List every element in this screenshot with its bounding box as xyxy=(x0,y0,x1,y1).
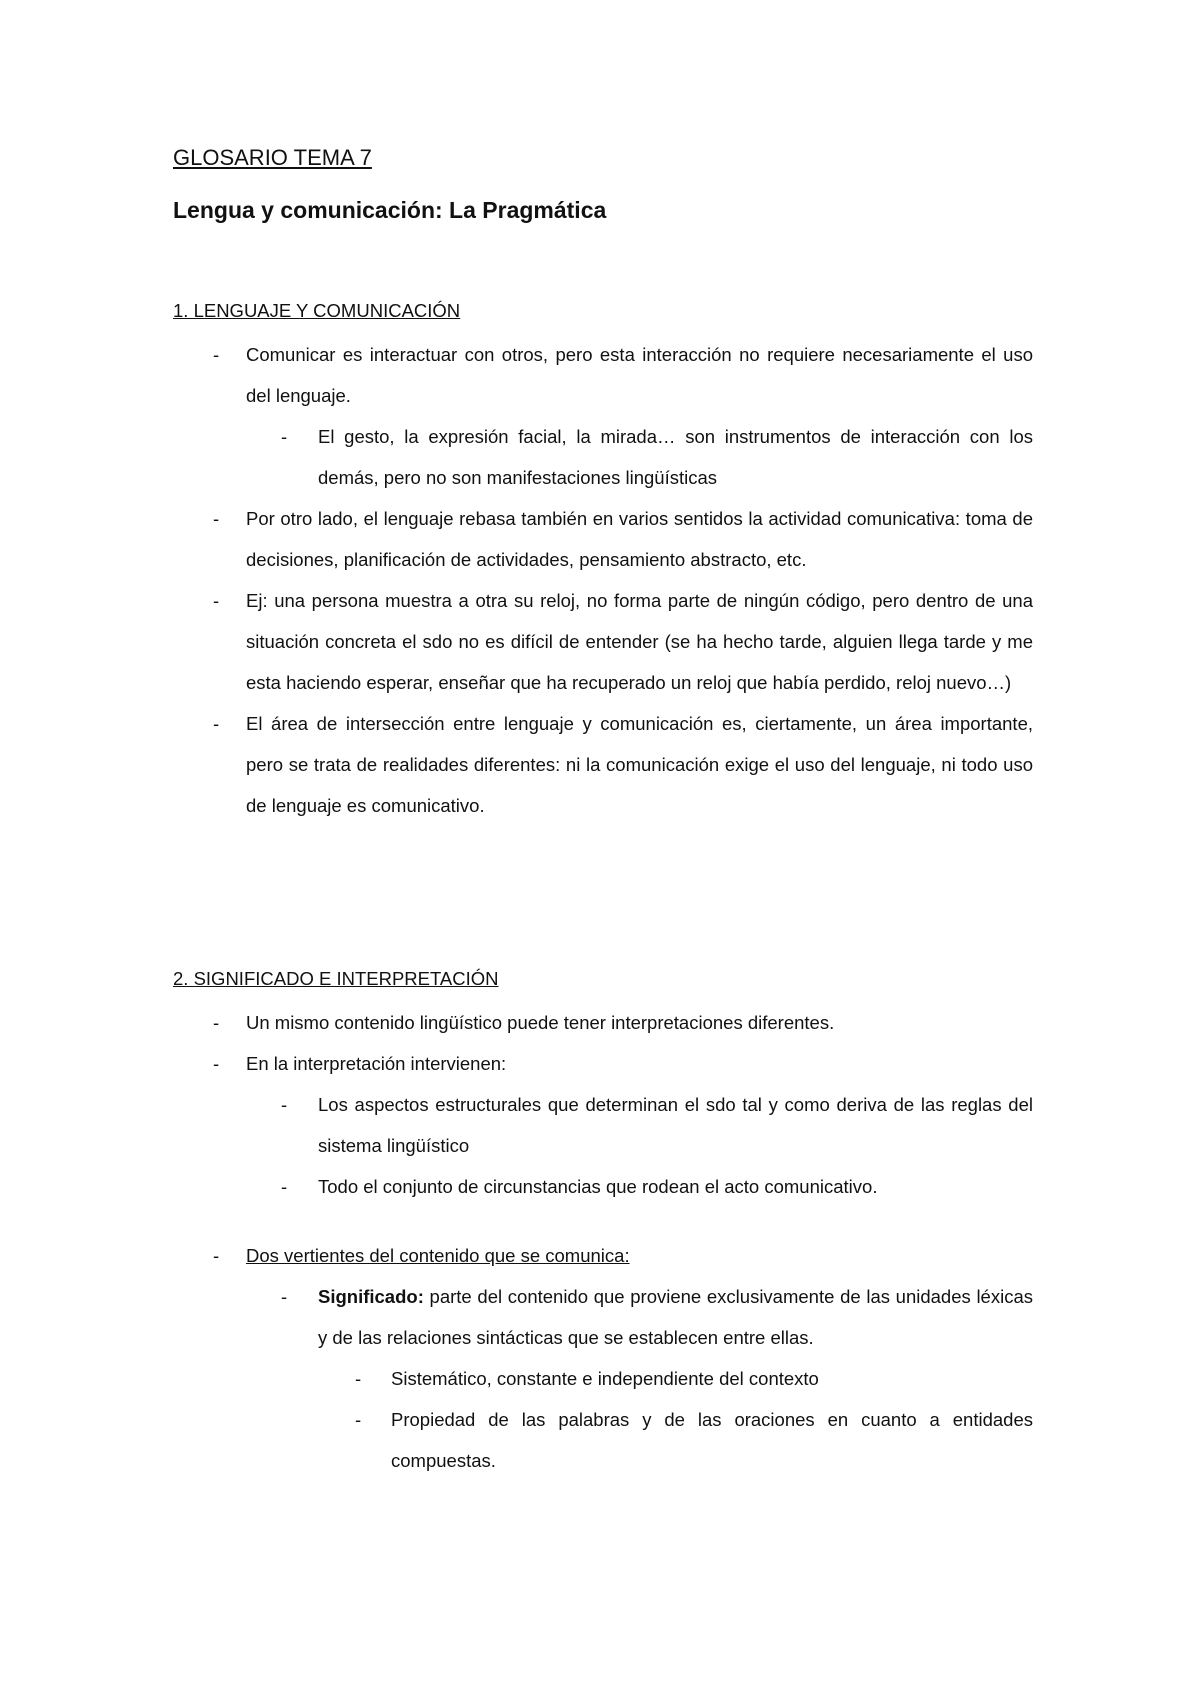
document-title: GLOSARIO TEMA 7 xyxy=(173,145,372,170)
bullet-dash: - xyxy=(213,508,220,529)
list-item xyxy=(173,1276,1033,1358)
list-item xyxy=(173,1084,1033,1166)
list-item-text: Comunicar es interactuar con otros, pero esta interacción no requiere necesariamente el uso del lenguaje. xyxy=(246,344,1033,406)
bullet-dash: - xyxy=(281,1094,288,1115)
document-subtitle: Lengua y comunicación: La Pragmática xyxy=(173,197,607,223)
section-heading-1: 1. LENGUAJE Y COMUNICACIÓN xyxy=(173,300,461,321)
list-item xyxy=(173,703,1033,826)
list-item-text: El gesto, la expresión facial, la mirada… son instrumentos de interacción con los demás, pero no son manifestaciones lingüísticas xyxy=(318,426,1033,488)
spacer xyxy=(173,1207,1033,1235)
list-item-text: Los aspectos estructurales que determinan el sdo tal y como deriva de las reglas del sistema lingüístico xyxy=(318,1094,1033,1156)
list-item-text: Un mismo contenido lingüístico puede tener interpretaciones diferentes. xyxy=(246,1012,835,1033)
section-heading-2: 2. SIGNIFICADO E INTERPRETACIÓN xyxy=(173,968,499,989)
list-item xyxy=(173,416,1033,498)
section-2-list xyxy=(173,1002,1033,1481)
bullet-dash: - xyxy=(281,1176,288,1197)
bullet-dash: - xyxy=(213,344,220,365)
list-item-text: Todo el conjunto de circunstancias que rodean el acto comunicativo. xyxy=(318,1176,878,1197)
bullet-dash: - xyxy=(213,1245,220,1266)
list-item xyxy=(173,1166,1033,1207)
bullet-dash: - xyxy=(213,1053,220,1074)
list-item xyxy=(173,334,1033,416)
term-significado: Significado: xyxy=(318,1286,424,1307)
bullet-dash: - xyxy=(213,1012,220,1033)
list-item xyxy=(173,1358,1033,1399)
list-item xyxy=(173,1043,1033,1084)
bullet-dash: - xyxy=(213,590,220,611)
bullet-dash: - xyxy=(355,1409,362,1430)
list-item-text: Sistemático, constante e independiente del contexto xyxy=(391,1368,819,1389)
bullet-dash: - xyxy=(213,713,220,734)
list-item xyxy=(173,580,1033,703)
list-item-text: Dos vertientes del contenido que se comunica: xyxy=(246,1245,630,1266)
list-item-text: Propiedad de las palabras y de las oraciones en cuanto a entidades compuestas. xyxy=(391,1409,1033,1471)
bullet-dash: - xyxy=(355,1368,362,1389)
bullet-dash: - xyxy=(281,426,288,447)
bullet-dash: - xyxy=(281,1286,288,1307)
section-1-list xyxy=(173,334,1033,826)
list-item xyxy=(173,1235,1033,1276)
list-item-text: Ej: una persona muestra a otra su reloj, no forma parte de ningún código, pero dentro de una situación concreta el sdo no es difícil de entender (se ha hecho tarde, alguien llega tarde y me esta haciendo esperar, enseñar que ha recuperado un reloj que había perdido, reloj nuevo…) xyxy=(246,590,1033,693)
list-item xyxy=(173,1399,1033,1481)
list-item xyxy=(173,498,1033,580)
list-item xyxy=(173,1002,1033,1043)
list-item-text: Por otro lado, el lenguaje rebasa también en varios sentidos la actividad comunicativa: toma de decisiones, planificación de actividades, pensamiento abstracto, etc. xyxy=(246,508,1033,570)
list-item-text: En la interpretación intervienen: xyxy=(246,1053,507,1074)
list-item-text: El área de intersección entre lenguaje y comunicación es, ciertamente, un área importante, pero se trata de realidades diferentes: ni la comunicación exige el uso del lenguaje, ni todo uso de lenguaje es comunicativo. xyxy=(246,713,1033,816)
list-item-text: parte del contenido que proviene exclusivamente de las unidades léxicas y de las relaciones sintácticas que se establecen entre ellas. xyxy=(318,1286,1033,1348)
